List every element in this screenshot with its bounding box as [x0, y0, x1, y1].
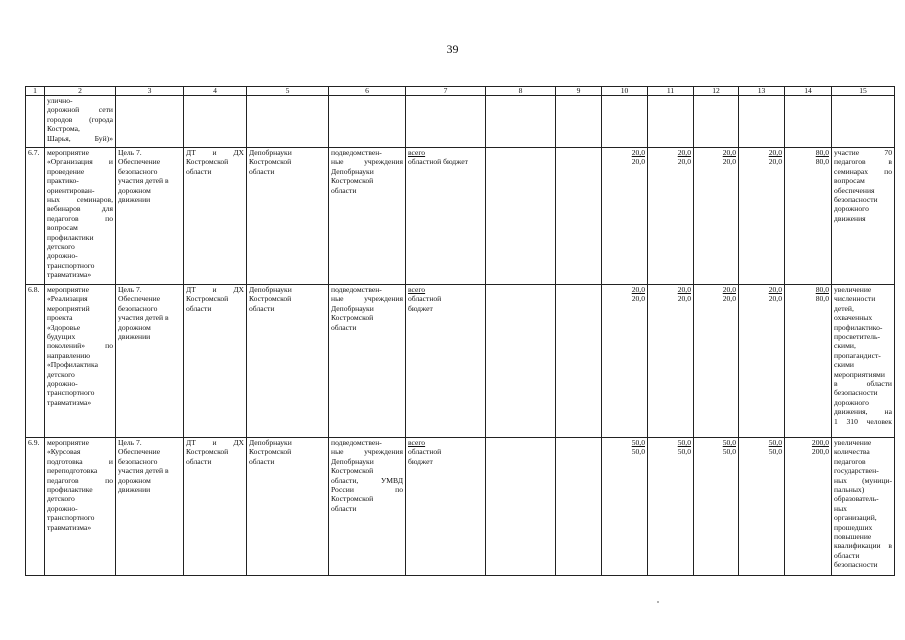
cell-line: травматизма»	[47, 522, 92, 532]
value-col-14	[785, 438, 832, 576]
empty-cell	[486, 438, 556, 576]
cell-line: «Организация и	[47, 157, 113, 167]
cell-line: организаций,	[834, 513, 877, 523]
cell-line: увеличение	[834, 285, 872, 294]
cell-line: всего	[408, 285, 426, 294]
cell-line: детей,	[834, 303, 854, 313]
cell-line: проведение	[47, 166, 85, 176]
cell-line: 200,0	[811, 438, 829, 447]
value-col-13	[739, 438, 785, 576]
cell-line: бюджет	[408, 303, 433, 313]
cell-line: Костромской	[331, 313, 374, 323]
cell-line: дорожном	[118, 475, 151, 485]
value-col-12	[694, 438, 739, 576]
value-col-13	[739, 285, 785, 438]
measure-name	[45, 148, 116, 285]
cell-line: дорожном	[118, 322, 151, 332]
cell-line: детского	[47, 242, 75, 252]
cell-line: движении	[118, 195, 151, 205]
value-col-12	[694, 148, 739, 285]
cell-line: 50,0	[768, 447, 782, 457]
value-col-12	[694, 285, 739, 438]
empty-cell	[556, 148, 602, 285]
cell-line: детского	[47, 494, 75, 504]
cell-line: Костромской	[186, 157, 229, 167]
header-cell: 7	[406, 87, 486, 96]
cell-line: охваченных	[834, 313, 873, 323]
cell-line: семинарах по	[834, 166, 892, 176]
cell-line: области	[186, 456, 212, 466]
cell-line: Костромской	[249, 157, 292, 167]
cell-line: 20,0	[722, 285, 736, 294]
header-cell: 2	[45, 87, 116, 96]
header-cell: 10	[602, 87, 648, 96]
cell-line: городов (города	[47, 114, 113, 124]
cell-line: движении	[118, 485, 151, 495]
row-number: 6.8.	[26, 285, 45, 438]
cell-line: 20,0	[722, 148, 736, 157]
cell-line: бюджет	[408, 456, 433, 466]
header-cell: 14	[785, 87, 832, 96]
funding-source	[406, 438, 486, 576]
cell-line: всего	[408, 438, 426, 447]
cell-line: ные учреждения	[331, 447, 403, 457]
cell-line: подведомствен-	[331, 438, 382, 447]
value-col-14	[785, 285, 832, 438]
cell-line: скими	[834, 360, 854, 370]
cell-line: Депобрнауки	[249, 148, 292, 157]
executor	[247, 438, 329, 576]
header-cell: 8	[486, 87, 556, 96]
cell-line: дорожно-	[47, 251, 78, 261]
cell-line: 20,0	[722, 157, 736, 167]
header-cell: 6	[329, 87, 406, 96]
cell-line: 80,0	[815, 294, 829, 304]
cell-line: Цель 7.	[118, 148, 142, 157]
cell-line: пальных)	[834, 485, 865, 495]
cell-line: Цель 7.	[118, 438, 142, 447]
goal	[116, 438, 184, 576]
continuation-text	[45, 96, 116, 148]
header-cell: 12	[694, 87, 739, 96]
cell-line: участия детей в	[118, 313, 169, 323]
cell-line: 200,0	[811, 447, 829, 457]
cell-line: 20,0	[631, 157, 645, 167]
cell-line: области	[186, 166, 212, 176]
cell-line: участия детей в	[118, 466, 169, 476]
cell-line: вопросам	[47, 223, 78, 233]
cell-line: педагогов по	[47, 475, 113, 485]
cell-line: областной	[408, 294, 442, 304]
expected-result	[832, 285, 895, 438]
cell-line: 50,0	[722, 438, 736, 447]
cell-line: Кострома,	[47, 124, 80, 134]
header-cell: 11	[648, 87, 694, 96]
measure-name	[45, 285, 116, 438]
cell-line: Костромской	[186, 447, 229, 457]
cell-line: области, УМВД	[331, 475, 403, 485]
cell-line: движении	[118, 332, 151, 342]
table-row	[26, 285, 895, 438]
responsible	[184, 148, 247, 285]
goal	[116, 285, 184, 438]
cell-line: Депобрнауки	[331, 456, 374, 466]
cell-line: ДТ и ДХ	[186, 285, 244, 294]
cell-line: Обеспечение	[118, 294, 161, 304]
cell-line: Костромской	[331, 494, 374, 504]
goal	[116, 148, 184, 285]
cell-line: области	[331, 185, 357, 195]
value-col-10	[602, 285, 648, 438]
cell-line: безопасности	[834, 388, 878, 398]
cell-line: 20,0	[768, 157, 782, 167]
expected-result	[832, 148, 895, 285]
cell-line: подведомствен-	[331, 285, 382, 294]
cell-line: «Здоровье	[47, 322, 81, 332]
cell-line: области	[249, 166, 275, 176]
executor	[247, 285, 329, 438]
cell-line: в области	[834, 379, 892, 389]
value-col-11	[648, 148, 694, 285]
value-col-11	[648, 438, 694, 576]
cell-line: безопасного	[118, 166, 158, 176]
cell-line: 20,0	[631, 148, 645, 157]
cell-line: участие 70	[834, 148, 892, 157]
cell-line: дорожно-	[47, 379, 78, 389]
responsible	[184, 438, 247, 576]
cell-line: будущих	[47, 332, 76, 342]
cell-line: 50,0	[768, 438, 782, 447]
cell-line: Костромской	[186, 294, 229, 304]
executor	[247, 148, 329, 285]
participants	[329, 438, 406, 576]
cell-line: обеспечения	[834, 185, 875, 195]
cell-line: вебинаров для	[47, 204, 113, 214]
cell-line: мероприятие	[47, 438, 89, 447]
cell-line: Депобрнауки	[249, 438, 292, 447]
empty-cell	[486, 148, 556, 285]
cell-line: «Профилактика	[47, 360, 98, 370]
cell-line: области	[834, 550, 860, 560]
cell-line: количества	[834, 447, 870, 457]
cell-line: безопасности	[834, 195, 878, 205]
cell-line: 20,0	[677, 285, 691, 294]
cell-line: дорожной сети	[47, 105, 113, 115]
cell-line: образователь-	[834, 494, 879, 504]
funding-source	[406, 285, 486, 438]
cell-line: Обеспечение	[118, 447, 161, 457]
cell-line: прошедших	[834, 522, 873, 532]
cell-line: педагогов в	[834, 157, 892, 167]
value-col-10	[602, 438, 648, 576]
cell-line: дорожно-	[47, 503, 78, 513]
cell-line: мероприятий	[47, 303, 90, 313]
empty-cell	[556, 285, 602, 438]
header-cell: 9	[556, 87, 602, 96]
cell-line: области	[331, 322, 357, 332]
cell-line: 50,0	[631, 438, 645, 447]
cell-line: России по	[331, 485, 403, 495]
cell-line: мероприятие	[47, 285, 89, 294]
cell-line: травматизма»	[47, 270, 92, 280]
cell-line: ДТ и ДХ	[186, 148, 244, 157]
cell-line: Цель 7.	[118, 285, 142, 294]
cell-line: профилактико-	[834, 322, 883, 332]
cell-line: профилактики	[47, 232, 94, 242]
cell-line: педагогов по	[47, 213, 113, 223]
cell-line: государствен-	[834, 466, 879, 476]
cell-line: подведомствен-	[331, 148, 382, 157]
cell-line: 50,0	[722, 447, 736, 457]
cell-line: дорожного	[834, 397, 869, 407]
cell-line: области	[249, 303, 275, 313]
cell-line: 20,0	[631, 285, 645, 294]
responsible	[184, 285, 247, 438]
cell-line: 20,0	[722, 294, 736, 304]
cell-line: направлению	[47, 350, 91, 360]
value-col-10	[602, 148, 648, 285]
row-number: 6.7.	[26, 148, 45, 285]
participants	[329, 285, 406, 438]
cell-line: области	[249, 456, 275, 466]
cell-line: «Реализация	[47, 294, 88, 304]
cell-line: 20,0	[768, 294, 782, 304]
cell-line: ных семинаров,	[47, 195, 113, 205]
cell-line: мероприятие	[47, 148, 89, 157]
cell-line: 80,0	[815, 148, 829, 157]
cell-line: области	[186, 303, 212, 313]
cell-line: ные учреждения	[331, 294, 403, 304]
scan-speck	[657, 601, 659, 603]
cell-line: травматизма»	[47, 397, 92, 407]
participants	[329, 148, 406, 285]
cell-line: 20,0	[677, 294, 691, 304]
cell-line: 50,0	[677, 438, 691, 447]
cell-line: транспортного	[47, 513, 95, 523]
program-table	[25, 86, 895, 576]
header-cell: 1	[26, 87, 45, 96]
cell-line: 80,0	[815, 285, 829, 294]
value-col-14	[785, 148, 832, 285]
row-number: 6.9.	[26, 438, 45, 576]
funding-source	[406, 148, 486, 285]
cell-line: квалификации в	[834, 541, 892, 551]
cell-line: всего	[408, 148, 426, 157]
value-col-11	[648, 285, 694, 438]
cell-line: мероприятиями	[834, 369, 885, 379]
cell-line: увеличение	[834, 438, 872, 447]
header-cell: 4	[184, 87, 247, 96]
measure-name	[45, 438, 116, 576]
cell-line: дорожного	[834, 204, 869, 214]
continuation-row	[26, 96, 895, 148]
cell-line: 50,0	[677, 447, 691, 457]
cell-line: профилактике	[47, 485, 93, 495]
cell-line: Костромской	[249, 447, 292, 457]
cell-line: 20,0	[677, 148, 691, 157]
cell-line: педагогов	[834, 456, 866, 466]
table-row	[26, 438, 895, 576]
cell-line: Депобрнауки	[249, 285, 292, 294]
header-cell: 13	[739, 87, 785, 96]
cell-line: «Курсовая	[47, 447, 81, 457]
cell-line: Обеспечение	[118, 157, 161, 167]
header-cell: 15	[832, 87, 895, 96]
table-row	[26, 148, 895, 285]
cell-line: поколений» по	[47, 341, 113, 351]
cell-line: 50,0	[631, 447, 645, 457]
cell-line: повышение	[834, 532, 872, 542]
cell-line: безопасного	[118, 303, 158, 313]
cell-line: транспортного	[47, 260, 95, 270]
cell-line: 20,0	[768, 285, 782, 294]
cell-line: Шарья, Буй)»	[47, 133, 113, 143]
cell-line: вопросам	[834, 176, 865, 186]
cell-line: ДТ и ДХ	[186, 438, 244, 447]
cell-line: Костромской	[249, 294, 292, 304]
header-cell: 3	[116, 87, 184, 96]
cell-line: подготовка и	[47, 456, 113, 466]
cell-line: движения, на	[834, 407, 892, 417]
cell-line: 20,0	[768, 148, 782, 157]
expected-result	[832, 438, 895, 576]
cell-line: 1 310 человек	[834, 416, 892, 426]
cell-line: транспортного	[47, 388, 95, 398]
cell-line: пропагандист-	[834, 350, 881, 360]
cell-line: дорожном	[118, 185, 151, 195]
cell-line: области	[331, 503, 357, 513]
cell-line: практико-	[47, 176, 79, 186]
cell-line: численности	[834, 294, 876, 304]
cell-line: Костромской	[331, 466, 374, 476]
cell-line: Костромской	[331, 176, 374, 186]
cell-line: ные учреждения	[331, 157, 403, 167]
header-row	[26, 87, 895, 96]
cell-line: скими,	[834, 341, 856, 351]
value-col-13	[739, 148, 785, 285]
page-number: 39	[446, 42, 459, 56]
cell-line: просветитель-	[834, 332, 880, 342]
cell-line: областной бюджет	[408, 157, 468, 167]
cell-line: участия детей в	[118, 176, 169, 186]
empty-cell	[486, 285, 556, 438]
cell-line: детского	[47, 369, 75, 379]
cell-line: безопасности	[834, 560, 878, 570]
cell-line: 80,0	[815, 157, 829, 167]
header-cell: 5	[247, 87, 329, 96]
empty-cell	[556, 438, 602, 576]
cell-line: улично-	[47, 96, 73, 105]
cell-line: переподготовка	[47, 466, 98, 476]
cell-line: ориентирован-	[47, 185, 95, 195]
cell-line: ных	[834, 503, 847, 513]
cell-line: проекта	[47, 313, 73, 323]
cell-line: безопасного	[118, 456, 158, 466]
cell-line: Депобрнауки	[331, 303, 374, 313]
cell-line: ных (муници-	[834, 475, 892, 485]
cell-line: 20,0	[631, 294, 645, 304]
cell-line: 20,0	[677, 157, 691, 167]
cell-line: Депобрнауки	[331, 166, 374, 176]
cell-line: областной	[408, 447, 442, 457]
cell-line: движения	[834, 213, 866, 223]
